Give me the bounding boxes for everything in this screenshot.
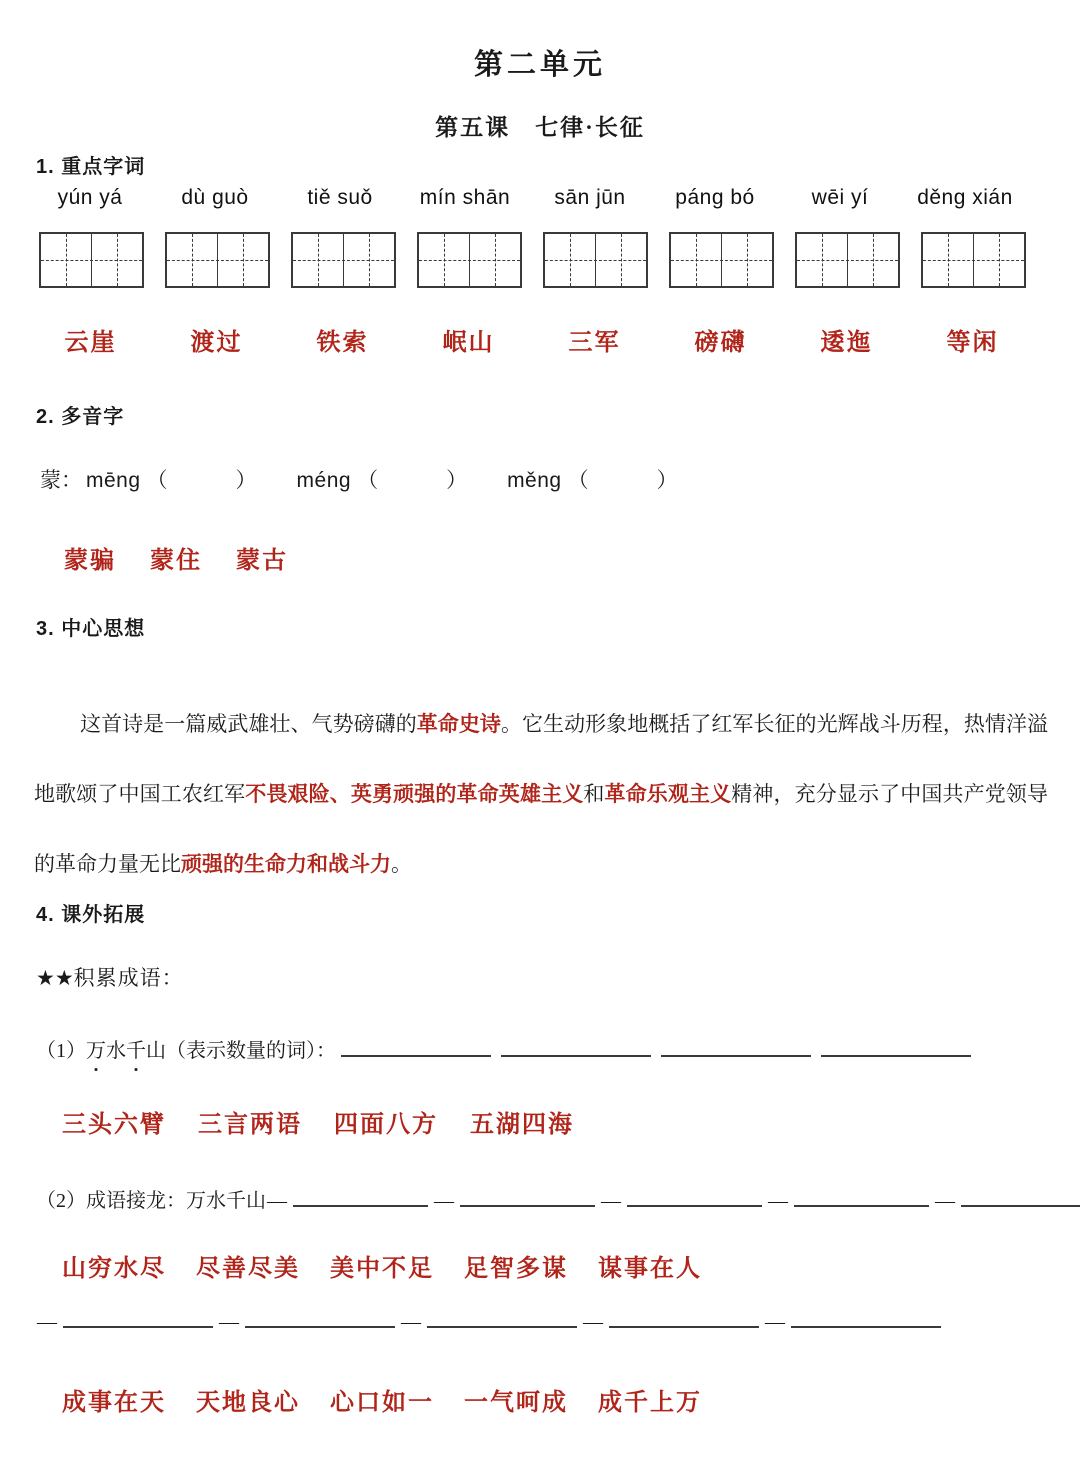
character-grid-box[interactable] [165,232,270,288]
paragraph-highlight: 不畏艰险、英勇顽强的革命英雄主义 [245,782,584,806]
pinyin-cell: wēi yí [811,186,869,209]
pinyin-row [38,186,1038,210]
grid-cell[interactable] [722,234,773,286]
chain-dash: — [219,1311,239,1333]
pinyin-cell: yún yá [57,186,123,209]
paren-close: ） [656,469,678,492]
grid-cell[interactable] [218,234,269,286]
character-grid-box[interactable] [39,232,144,288]
paragraph-run: 这首诗是一篇威武雄壮、气势磅礴的 [80,712,417,736]
grid-cell[interactable] [92,234,143,286]
answer-word: 蒙住 [150,548,202,574]
polyphonic-char: 蒙： [40,468,82,492]
answer-blank[interactable] [961,1185,1080,1207]
answer-word: 云崖 [64,330,117,356]
answer-word: 天地良心 [196,1390,300,1416]
paragraph-run: 。它生动形象地概括了红军长征的光辉战斗历程，热情洋溢地歌颂了中国工农红军 [34,712,1049,806]
idiom-accumulation-label [36,962,184,992]
chain-dash: — [601,1190,621,1212]
paragraph-highlight: 革命史诗 [416,712,501,736]
polyphonic-item [297,464,468,494]
grid-cell[interactable] [167,234,218,286]
answer-word: 一气呵成 [464,1390,568,1416]
grid-cell[interactable] [596,234,647,286]
answer-word: 三头六臂 [62,1112,166,1138]
chain-dash: — [768,1190,788,1212]
question-2-continuation-line [36,1306,946,1334]
grid-cell[interactable] [419,234,470,286]
answer-blank[interactable] [661,1035,811,1057]
section-heading-extension: 4. 课外拓展 [36,904,146,926]
answer-blank[interactable] [341,1035,491,1057]
answer-word: 谋事在人 [598,1256,702,1282]
answer-word: 成事在天 [62,1390,166,1416]
answer-blank[interactable] [427,1306,577,1328]
grid-cell[interactable] [848,234,899,286]
answer-word: 岷山 [442,330,495,356]
section-heading-polyphonic: 2. 多音字 [36,406,125,428]
lesson-title: 第五课 七律·长征 [435,115,645,140]
pinyin-cell: děng xián [917,186,1013,209]
answer-blank[interactable] [293,1185,428,1207]
answer-word: 等闲 [946,330,999,356]
emphasis-char: 万 [86,1034,106,1063]
answer-word: 铁索 [316,330,369,356]
answer-blank[interactable] [821,1035,971,1057]
character-grid-box[interactable] [795,232,900,288]
unit-title: 第二单元 [473,49,606,81]
answer-blank[interactable] [627,1185,762,1207]
answer-row-idioms-quantity [62,1104,606,1139]
pinyin-cell: tiě suǒ [307,186,373,209]
pinyin-cell: dù guò [181,186,249,209]
section-heading-central-idea: 3. 中心思想 [36,618,146,640]
character-grid-box[interactable] [417,232,522,288]
section-heading-key-vocabulary: 1. 重点字词 [36,156,146,178]
pinyin-cell: sān jūn [554,186,626,209]
question-number: （1） [36,1040,86,1062]
emphasis-char: 千 [126,1034,146,1063]
paragraph-run: 。 [391,852,412,876]
paragraph-run: 精神，充分显示了中国共产党领导的革命力量无比 [34,782,1049,876]
grid-cell[interactable] [923,234,974,286]
grid-cell[interactable] [974,234,1025,286]
grid-cell[interactable] [293,234,344,286]
grid-cell[interactable] [797,234,848,286]
polyphonic-row [40,464,718,494]
answer-word: 三言两语 [198,1112,302,1138]
character-grid-box[interactable] [669,232,774,288]
chain-dash: — [267,1190,287,1212]
pinyin-label: mēng [86,469,141,492]
answer-blank[interactable] [63,1306,213,1328]
answer-word: 蒙骗 [64,548,116,574]
answer-word: 渡过 [190,330,243,356]
paren-close: ） [446,469,468,492]
question-char: 水 [106,1040,126,1062]
paragraph-highlight: 顽强的生命力和战斗力 [181,852,391,876]
character-grid-box[interactable] [291,232,396,288]
pinyin-label: méng [296,469,352,492]
character-grid-box[interactable] [921,232,1026,288]
question-char: 山 [146,1040,166,1062]
answer-word: 三军 [568,330,621,356]
answer-word: 逶迤 [820,330,873,356]
answer-word: 心口如一 [330,1390,434,1416]
grid-cell[interactable] [344,234,395,286]
answer-word: 美中不足 [330,1256,434,1282]
paren-open: （ [146,469,168,492]
paren-open: （ [357,469,379,492]
answer-word: 尽善尽美 [196,1256,300,1282]
chain-dash: — [583,1311,603,1333]
paragraph-highlight: 革命乐观主义 [604,782,732,806]
chain-dash: — [434,1190,454,1212]
question-label: 成语接龙：万水千山 [86,1190,266,1212]
grid-cell[interactable] [41,234,92,286]
answer-blank[interactable] [460,1185,595,1207]
character-grid-row [39,232,1047,288]
central-idea-paragraph [34,689,1048,899]
answer-row-idiom-chain-1 [62,1248,732,1283]
pinyin-label: měng [507,469,562,492]
grid-cell[interactable] [470,234,521,286]
paragraph-run: 和 [583,782,605,806]
answer-blank[interactable] [245,1306,395,1328]
answer-word: 蒙古 [236,548,288,574]
answer-row-polyphonic [64,540,322,575]
pinyin-cell: páng bó [675,186,755,209]
answer-word: 足智多谋 [464,1256,568,1282]
chain-dash: — [765,1311,785,1333]
pinyin-cell: mín shān [419,186,511,209]
character-grid-box[interactable] [543,232,648,288]
answer-word: 成千上万 [598,1390,702,1416]
chain-dash: — [37,1311,57,1333]
answer-word: 五湖四海 [470,1112,574,1138]
answer-word: 山穷水尽 [62,1256,166,1282]
answer-word: 四面八方 [334,1112,438,1138]
grid-cell[interactable] [671,234,722,286]
star-icon: ★★ [36,967,74,990]
question-1-line [36,1034,976,1063]
question-2-line [36,1184,1080,1213]
chain-dash: — [401,1311,421,1333]
question-number: （2） [36,1190,86,1212]
polyphonic-item [86,464,257,494]
answer-blank[interactable] [791,1306,941,1328]
chain-dash: — [935,1190,955,1212]
polyphonic-item [507,464,678,494]
answer-word: 磅礴 [694,330,747,356]
answer-blank[interactable] [501,1035,651,1057]
paren-close: ） [235,469,257,492]
answer-blank[interactable] [794,1185,929,1207]
answer-row-idiom-chain-2 [62,1382,732,1417]
star-label-text: 积累成语： [73,967,184,990]
question-note: （表示数量的词）： [166,1040,336,1062]
answer-blank[interactable] [609,1306,759,1328]
answer-row-vocabulary [38,322,1046,357]
grid-cell[interactable] [545,234,596,286]
paren-open: （ [567,469,589,492]
